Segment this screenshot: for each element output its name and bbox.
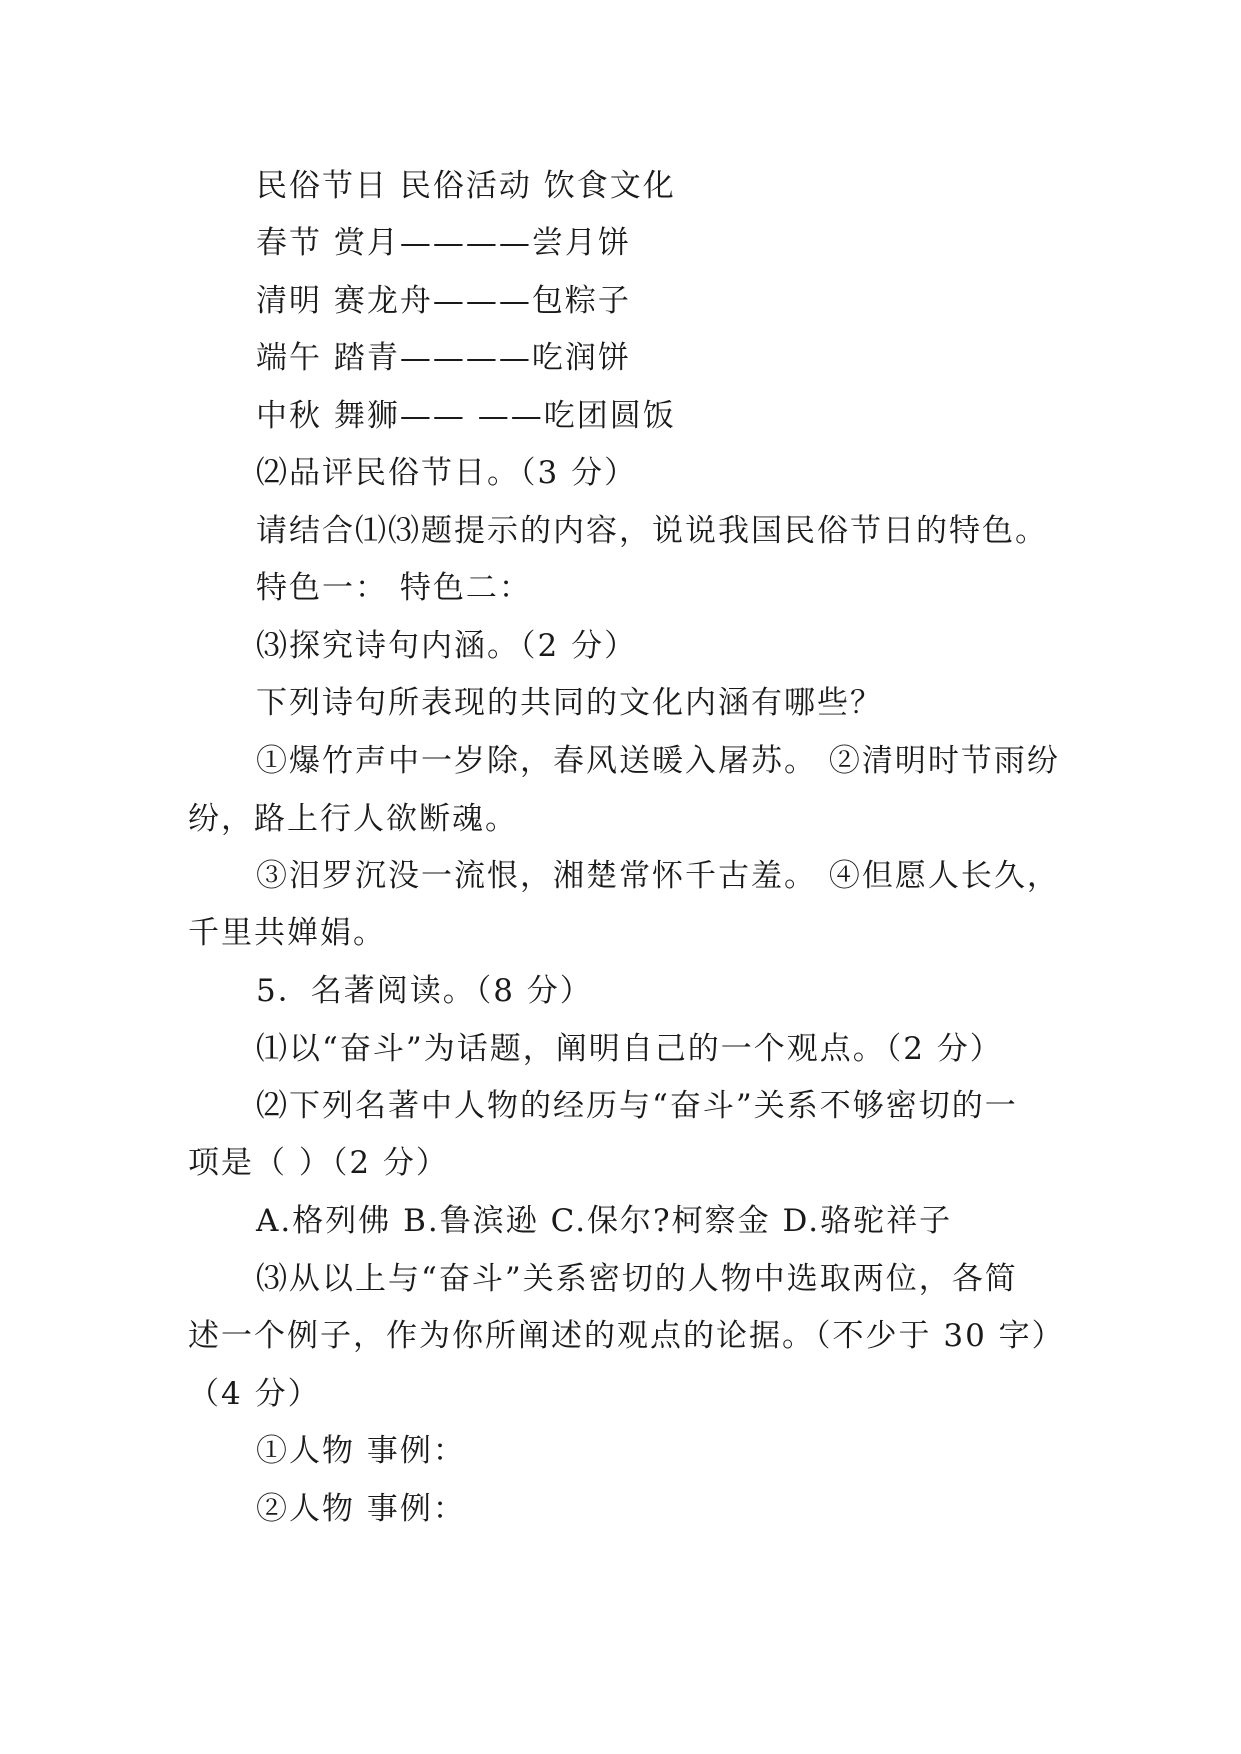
answer-line-1: ①人物 事例：: [256, 1433, 466, 1469]
table-row-duanwu: 端午 踏青————吃润饼: [256, 340, 631, 376]
section-5-q3: ⑶从以上与“奋斗”关系密切的人物中选取两位，各简: [256, 1261, 1018, 1297]
question-3-prompt: 下列诗句所表现的共同的文化内涵有哪些？: [256, 685, 883, 721]
table-row-midautumn: 中秋 舞狮—— ——吃团圆饭: [256, 398, 676, 434]
table-row-qingming: 清明 赛龙舟———包粽子: [256, 283, 631, 319]
table-header-line: 民俗节日 民俗活动 饮食文化: [256, 168, 676, 204]
poem-line-1-continued: 纷，路上行人欲断魂。: [188, 801, 518, 837]
table-row-spring: 春节 赏月————尝月饼: [256, 225, 631, 261]
section-5-heading: 5．名著阅读。（8 分）: [256, 973, 593, 1009]
section-5-q2-options: A.格列佛 B.鲁滨逊 C.保尔?柯察金 D.骆驼祥子: [256, 1203, 953, 1239]
poem-line-2: ③汨罗沉没一流恨，湘楚常怀千古羞。 ④但愿人长久，: [256, 858, 1060, 894]
poem-line-2-continued: 千里共婵娟。: [188, 915, 386, 951]
section-5-q3-continued: 述一个例子，作为你所阐述的观点的论据。（不少于 30 字）: [188, 1318, 1065, 1354]
question-3-heading: ⑶探究诗句内涵。（2 分）: [256, 628, 638, 664]
section-5-q3-points: （4 分）: [188, 1376, 321, 1412]
section-5-q2-continued: 项是（ ）（2 分）: [188, 1145, 449, 1181]
question-2-prompt: 请结合⑴⑶题提示的内容，说说我国民俗节日的特色。: [256, 513, 1048, 549]
answer-line-2: ②人物 事例：: [256, 1491, 466, 1527]
section-5-q2: ⑵下列名著中人物的经历与“奋斗”关系不够密切的一: [256, 1088, 1018, 1124]
section-5-q1: ⑴以“奋斗”为话题，阐明自己的一个观点。（2 分）: [256, 1031, 1003, 1067]
question-2-heading: ⑵品评民俗节日。（3 分）: [256, 455, 638, 491]
poem-line-1: ①爆竹声中一岁除，春风送暖入屠苏。 ②清明时节雨纷: [256, 743, 1060, 779]
question-2-answer-labels: 特色一： 特色二：: [256, 570, 532, 606]
